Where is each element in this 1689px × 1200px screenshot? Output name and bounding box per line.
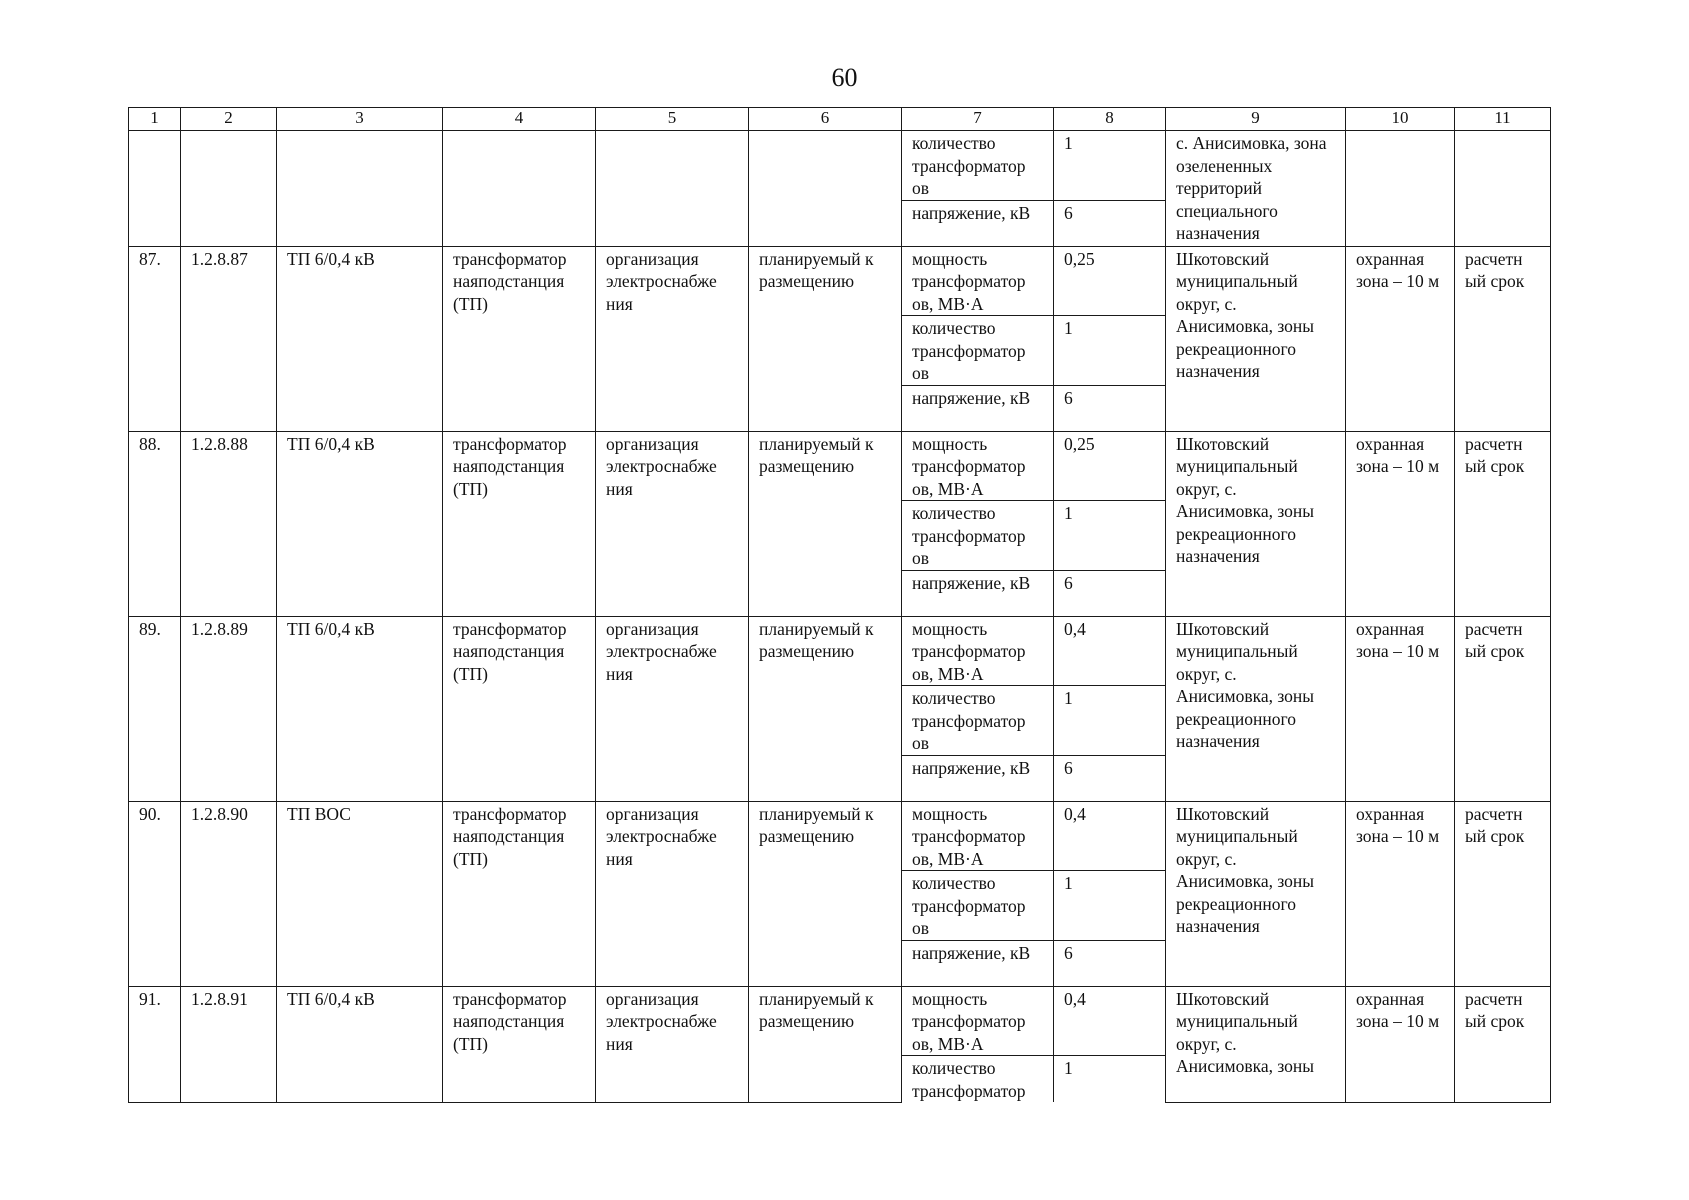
cell-type xyxy=(443,131,596,247)
cell-status: планируемый к размещению xyxy=(749,986,902,1102)
cell-param-value: 6 xyxy=(1054,200,1166,246)
cell-purpose: организация электроснабже ния xyxy=(596,431,749,616)
cell-purpose: организация электроснабже ния xyxy=(596,986,749,1102)
cell-name xyxy=(277,131,443,247)
cell-type: трансформатор наяподстанция (ТП) xyxy=(443,246,596,431)
cell-name: ТП ВОС xyxy=(277,801,443,986)
column-number: 6 xyxy=(749,108,902,131)
table-row xyxy=(129,431,1551,501)
cell-code: 1.2.8.89 xyxy=(181,616,277,801)
cell-location: Шкотовский муниципальный округ, с. Анисимовка, зоны рекреационного назначения xyxy=(1166,246,1346,431)
cell-param-value: 6 xyxy=(1054,385,1166,431)
cell-status: планируемый к размещению xyxy=(749,616,902,801)
cell-code xyxy=(181,131,277,247)
cell-code: 1.2.8.87 xyxy=(181,246,277,431)
cell-param-name: мощность трансформатор ов, МВ·А xyxy=(902,431,1054,501)
cell-code: 1.2.8.91 xyxy=(181,986,277,1102)
cell-zone: охранная зона – 10 м xyxy=(1346,801,1455,986)
column-number: 9 xyxy=(1166,108,1346,131)
cell-code: 1.2.8.90 xyxy=(181,801,277,986)
cell-term: расчетн ый срок xyxy=(1455,246,1551,431)
cell-param-value: 6 xyxy=(1054,755,1166,801)
cell-location: Шкотовский муниципальный округ, с. Анисимовка, зоны рекреационного назначения xyxy=(1166,616,1346,801)
column-number: 4 xyxy=(443,108,596,131)
cell-type: трансформатор наяподстанция (ТП) xyxy=(443,616,596,801)
column-number: 11 xyxy=(1455,108,1551,131)
cell-param-value: 0,25 xyxy=(1054,431,1166,501)
cell-zone: охранная зона – 10 м xyxy=(1346,616,1455,801)
cell-param-value: 0,25 xyxy=(1054,246,1166,316)
cell-param-value: 0,4 xyxy=(1054,801,1166,871)
cell-param-name: напряжение, кВ xyxy=(902,570,1054,616)
cell-param-name: мощность трансформатор ов, МВ·А xyxy=(902,616,1054,686)
cell-location: Шкотовский муниципальный округ, с. Анисимовка, зоны рекреационного назначения xyxy=(1166,801,1346,986)
cell-zone: охранная зона – 10 м xyxy=(1346,246,1455,431)
cell-num: 88. xyxy=(129,431,181,616)
cell-param-name: количество трансформатор ов xyxy=(902,131,1054,201)
cell-purpose: организация электроснабже ния xyxy=(596,246,749,431)
cell-location: Шкотовский муниципальный округ, с. Анисимовка, зоны xyxy=(1166,986,1346,1102)
cell-param-value: 0,4 xyxy=(1054,986,1166,1056)
cell-param-name: мощность трансформатор ов, МВ·А xyxy=(902,986,1054,1056)
cell-purpose: организация электроснабже ния xyxy=(596,616,749,801)
cell-zone: охранная зона – 10 м xyxy=(1346,986,1455,1102)
cell-param-name: мощность трансформатор ов, МВ·А xyxy=(902,246,1054,316)
cell-zone: охранная зона – 10 м xyxy=(1346,431,1455,616)
cell-type: трансформатор наяподстанция (ТП) xyxy=(443,431,596,616)
table-row xyxy=(129,246,1551,316)
cell-param-value: 1 xyxy=(1054,131,1166,201)
cell-num xyxy=(129,131,181,247)
cell-param-value: 1 xyxy=(1054,316,1166,386)
column-number: 10 xyxy=(1346,108,1455,131)
cell-zone xyxy=(1346,131,1455,247)
cell-term: расчетн ый срок xyxy=(1455,431,1551,616)
cell-status xyxy=(749,131,902,247)
cell-num: 87. xyxy=(129,246,181,431)
cell-type: трансформатор наяподстанция (ТП) xyxy=(443,986,596,1102)
objects-table xyxy=(128,107,1551,1103)
cell-status: планируемый к размещению xyxy=(749,801,902,986)
cell-param-value: 1 xyxy=(1054,1056,1166,1103)
cell-term: расчетн ый срок xyxy=(1455,801,1551,986)
cell-type: трансформатор наяподстанция (ТП) xyxy=(443,801,596,986)
cell-location: Шкотовский муниципальный округ, с. Анисимовка, зоны рекреационного назначения xyxy=(1166,431,1346,616)
cell-name: ТП 6/0,4 кВ xyxy=(277,246,443,431)
column-number: 3 xyxy=(277,108,443,131)
cell-param-name: количество трансформатор ов xyxy=(902,871,1054,941)
continuation-row xyxy=(129,131,1551,201)
cell-param-name: количество трансформатор ов xyxy=(902,316,1054,386)
cell-param-value: 6 xyxy=(1054,570,1166,616)
cell-param-value: 1 xyxy=(1054,686,1166,756)
table-row xyxy=(129,616,1551,686)
cell-param-name: напряжение, кВ xyxy=(902,755,1054,801)
cell-name: ТП 6/0,4 кВ xyxy=(277,616,443,801)
cell-num: 91. xyxy=(129,986,181,1102)
column-number-row xyxy=(129,108,1551,131)
column-number: 5 xyxy=(596,108,749,131)
cell-param-value: 0,4 xyxy=(1054,616,1166,686)
cell-param-name: напряжение, кВ xyxy=(902,200,1054,246)
cell-param-value: 1 xyxy=(1054,501,1166,571)
cell-param-name: количество трансформатор ов xyxy=(902,501,1054,571)
cell-param-name: количество трансформатор xyxy=(902,1056,1054,1103)
cell-num: 90. xyxy=(129,801,181,986)
cell-param-name: мощность трансформатор ов, МВ·А xyxy=(902,801,1054,871)
page-number: 60 xyxy=(831,63,858,92)
column-number: 2 xyxy=(181,108,277,131)
column-number: 1 xyxy=(129,108,181,131)
cell-name: ТП 6/0,4 кВ xyxy=(277,431,443,616)
cell-name: ТП 6/0,4 кВ xyxy=(277,986,443,1102)
cell-status: планируемый к размещению xyxy=(749,431,902,616)
table-row xyxy=(129,986,1551,1056)
cell-param-name: количество трансформатор ов xyxy=(902,686,1054,756)
table-body xyxy=(129,108,1551,1103)
column-number: 8 xyxy=(1054,108,1166,131)
column-number: 7 xyxy=(902,108,1054,131)
cell-term: расчетн ый срок xyxy=(1455,616,1551,801)
cell-param-value: 1 xyxy=(1054,871,1166,941)
cell-term: расчетн ый срок xyxy=(1455,986,1551,1102)
cell-term xyxy=(1455,131,1551,247)
cell-param-name: напряжение, кВ xyxy=(902,385,1054,431)
cell-status: планируемый к размещению xyxy=(749,246,902,431)
cell-code: 1.2.8.88 xyxy=(181,431,277,616)
cell-purpose: организация электроснабже ния xyxy=(596,801,749,986)
table-row xyxy=(129,801,1551,871)
cell-param-value: 6 xyxy=(1054,940,1166,986)
cell-num: 89. xyxy=(129,616,181,801)
cell-location: с. Анисимовка, зона озелененных территорий специального назначения xyxy=(1166,131,1346,247)
cell-param-name: напряжение, кВ xyxy=(902,940,1054,986)
cell-purpose xyxy=(596,131,749,247)
